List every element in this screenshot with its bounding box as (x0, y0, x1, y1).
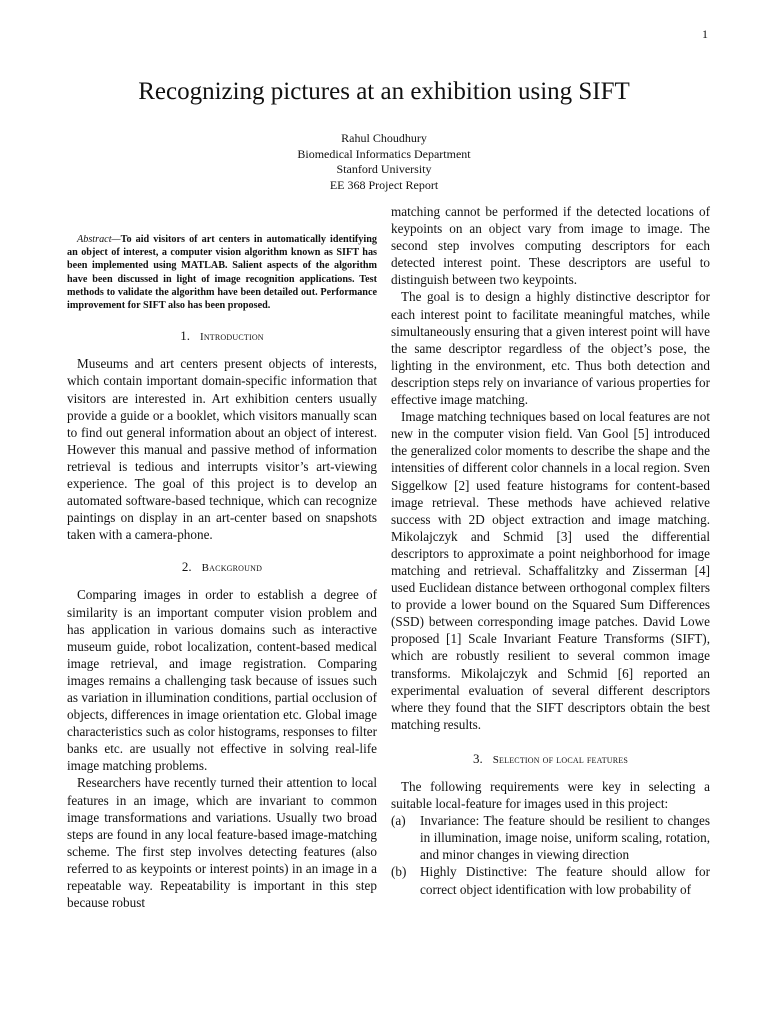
intro-paragraph: Museums and art centers present objects of interests, which contain important domain-specific information that visitors are interested in. Art exhibition centers usually provide a guide or a booklet, which visitors manually scan to find out general information about an object of interest. However this manual and passive method of information retrieval is tedious and interrupts visitor’s art-viewing experience. The goal of this project is to develop an automated software-based technique, which can recognize paintings on display in an art-center based on snapshots taken with a camera-phone. (67, 356, 377, 543)
section-number: 3. (472, 750, 483, 766)
selection-paragraph: The following requirements were key in selecting a suitable local-feature for images used in this project: (391, 779, 710, 812)
abstract (67, 233, 377, 312)
section-number: 1. (180, 328, 190, 344)
background-paragraph-1: Comparing images in order to establish a degree of similarity is an important computer vision problem and has application in various domains such as interactive museum guide, robot localization, content-based medical image retrieval, and image registration. Comparing images remains a challenging task because of issues such as variation in illumination conditions, partial occlusion of objects, differences in image orientation etc. Global image characteristics such as color histograms, responses to filter banks etc. are usually not effective in solving real-life image matching problems. (67, 587, 377, 774)
author-department: Biomedical Informatics Department (297, 146, 471, 161)
section-title: Selection of local features (492, 753, 629, 766)
author-name: Rahul Choudhury (341, 131, 427, 145)
author-university: Stanford University (336, 162, 432, 176)
requirement-text: Highly Distinctive: The feature should allow for correct object identification with low probability of (420, 864, 710, 897)
right-column (391, 203, 710, 898)
background-paragraph-2-continued: matching cannot be performed if the detected locations of keypoints on an object vary from image to image. The second step involves computing descriptors for each detected interest point. These descriptors are useful to distinguish between two keypoints. (391, 204, 710, 288)
paper-title: Recognizing pictures at an exhibition using SIFT (138, 78, 630, 105)
section-title: Introduction (199, 331, 264, 344)
section-number: 2. (181, 559, 192, 575)
section-heading-introduction (67, 327, 377, 346)
section-heading-background (67, 558, 377, 577)
requirement-item (391, 863, 710, 897)
requirement-text: Invariance: The feature should be resilient to changes in illumination, image noise, uniform scaling, rotation, and minor changes in viewing direction (420, 813, 710, 863)
background-paragraph-4: Image matching techniques based on local features are not new in the computer vision field. Van Gool [5] introduced the generalized color moments to describe the shape and the intensities of different color channels in a local region. Sven Siggelkow [2] used feature histograms for content-based image retrieval. These methods have achieved relative success with 2D object extraction and image matching. Mikolajczyk and Schmid [3] used the differential descriptors to approximate a point neighborhood for image matching and retrieval. Schaffalitzky and Zisserman [4] used Euclidean distance between orthogonal complex filters to provide a lower bound on the Squared Sum Differences (SSD) between corresponding image patches. David Lowe proposed [1] Scale Invariant Feature Transforms (SIFT), which are robustly resilient to several common image transforms. Mikolajczyk and Schmid [6] reported an experimental evaluation of several different descriptors where they found that the SIFT descriptors obtain the best matching results. (391, 409, 710, 732)
author-block (0, 131, 768, 193)
background-paragraph-2: Researchers have recently turned their attention to local features in an image, which are invariant to common image transformations and variations. Usually two broad steps are found in any local feature-based image-matching scheme. The first step involves detecting features (also referred to as keypoints or interest points) in an image in a repeatable way. Repeatability is important in this step because robust (67, 775, 377, 911)
section-heading-selection (391, 750, 710, 769)
left-column (67, 233, 377, 911)
requirement-label: (b) (391, 864, 407, 880)
report-label: EE 368 Project Report (329, 177, 439, 192)
abstract-text: To aid visitors of art centers in automatically identifying an object of interest, a computer vision algorithm known as SIFT has been implemented using MATLAB. Salient aspects of the algorithm have been discussed in light of image recognition applications. Test methods to validate the algorithm have been detailed out. Performance improvement for SIFT also has been proposed. (67, 234, 377, 312)
section-title: Background (201, 562, 263, 575)
requirement-label: (a) (391, 813, 406, 829)
background-paragraph-3: The goal is to design a highly distinctive descriptor for each interest point to facilitate meaningful matches, while simultaneously ensuring that a given interest point will have the same descriptor regardless of the object’s pose, the lighting in the environment, etc. Thus both detection and description steps rely on invariance of various properties for effective image matching. (391, 289, 710, 408)
abstract-lead: Abstract— (77, 234, 121, 245)
requirement-item (391, 812, 710, 863)
page-number: 1 (702, 27, 708, 41)
